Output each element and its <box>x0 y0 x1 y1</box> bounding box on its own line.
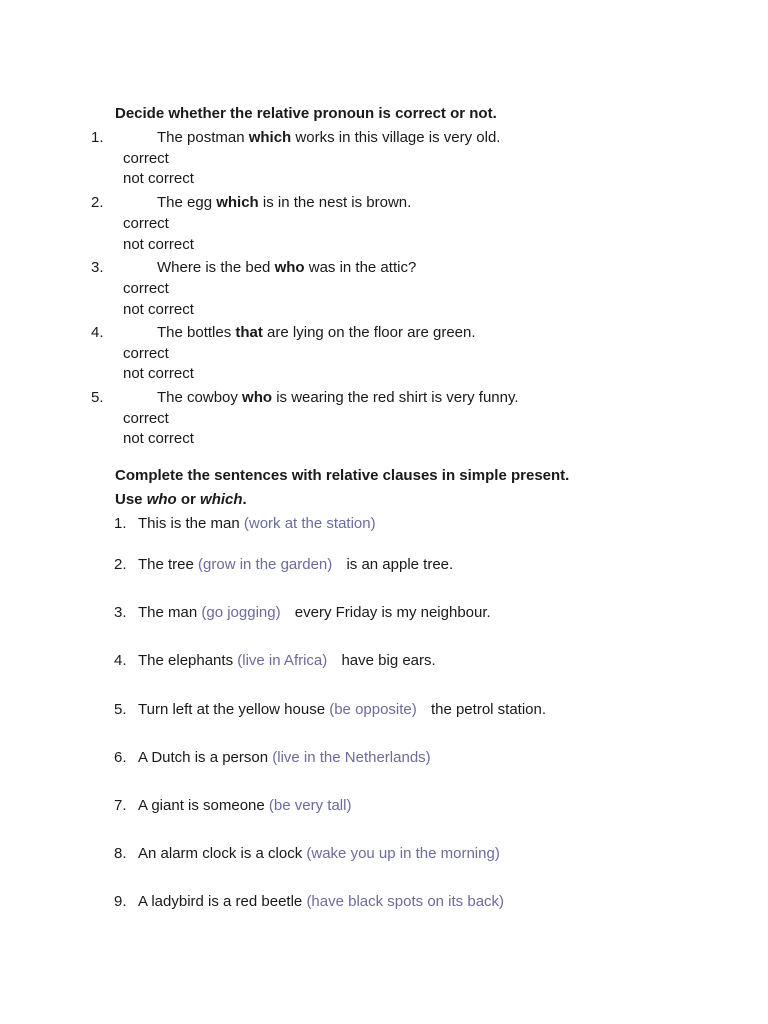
sentence-after: the petrol station. <box>426 701 547 718</box>
subheading-end: . <box>242 491 247 508</box>
question-text <box>157 129 500 147</box>
option-correct[interactable]: correct <box>123 215 169 232</box>
sentence-number: 8. <box>114 845 127 862</box>
sentence-hint: (be opposite) <box>329 701 417 718</box>
sentence-hint: (grow in the garden) <box>198 556 333 573</box>
sentence-line[interactable] <box>138 701 546 719</box>
subheading-use: Use <box>115 491 147 508</box>
sentence-before: A giant is someone <box>138 797 269 814</box>
question-before: Where is the bed <box>157 259 275 276</box>
option-not-correct[interactable]: not correct <box>123 365 194 382</box>
sentence-number: 2. <box>114 556 127 573</box>
sentence-hint: (wake you up in the morning) <box>306 845 500 862</box>
sentence-line[interactable] <box>138 604 491 622</box>
question-number: 2. <box>91 194 104 211</box>
sentence-after: have big ears. <box>337 652 436 669</box>
sentence-line[interactable] <box>138 845 500 863</box>
sentence-line[interactable] <box>138 556 453 574</box>
option-correct[interactable]: correct <box>123 280 169 297</box>
question-pronoun: that <box>235 324 263 341</box>
question-before: The bottles <box>157 324 236 341</box>
question-text <box>157 194 411 212</box>
question-after: works in this village is very old. <box>291 129 501 146</box>
sentence-hint: (be very tall) <box>268 797 352 814</box>
question-pronoun: who <box>242 389 273 406</box>
sentence-number: 3. <box>114 604 127 621</box>
question-after: are lying on the floor are green. <box>262 324 476 341</box>
sentence-before: A ladybird is a red beetle <box>138 893 307 910</box>
part2-subheading <box>115 491 247 509</box>
sentence-line[interactable] <box>138 749 431 767</box>
sentence-number: 7. <box>114 797 127 814</box>
sentence-before: A Dutch is a person <box>138 749 273 766</box>
sentence-line[interactable] <box>138 515 376 533</box>
question-pronoun: which <box>248 129 292 146</box>
part1-heading: Decide whether the relative pronoun is correct or not. <box>115 105 497 122</box>
question-before: The cowboy <box>157 389 243 406</box>
sentence-number: 1. <box>114 515 127 532</box>
sentence-number: 6. <box>114 749 127 766</box>
question-text <box>157 259 416 277</box>
sentence-hint: (work at the station) <box>243 515 376 532</box>
question-text <box>157 389 519 407</box>
question-number: 1. <box>91 129 104 146</box>
question-after: is wearing the red shirt is very funny. <box>272 389 519 406</box>
sentence-hint: (live in Africa) <box>237 652 328 669</box>
sentence-hint: (go jogging) <box>201 604 281 621</box>
question-after: was in the attic? <box>304 259 417 276</box>
sentence-line[interactable] <box>138 652 436 670</box>
subheading-who: who <box>146 491 177 508</box>
option-correct[interactable]: correct <box>123 410 169 427</box>
sentence-before: Turn left at the yellow house <box>138 701 330 718</box>
option-not-correct[interactable]: not correct <box>123 170 194 187</box>
sentence-number: 9. <box>114 893 127 910</box>
question-before: The postman <box>157 129 249 146</box>
sentence-number: 5. <box>114 701 127 718</box>
question-number: 4. <box>91 324 104 341</box>
subheading-or: or <box>176 491 201 508</box>
question-pronoun: who <box>274 259 305 276</box>
option-not-correct[interactable]: not correct <box>123 430 194 447</box>
option-not-correct[interactable]: not correct <box>123 301 194 318</box>
sentence-before: The tree <box>138 556 199 573</box>
question-text <box>157 324 476 342</box>
question-pronoun: which <box>216 194 259 211</box>
subheading-which: which <box>200 491 243 508</box>
sentence-after: is an apple tree. <box>342 556 454 573</box>
option-not-correct[interactable]: not correct <box>123 236 194 253</box>
question-after: is in the nest is brown. <box>258 194 412 211</box>
question-number: 5. <box>91 389 104 406</box>
question-before: The egg <box>157 194 217 211</box>
sentence-line[interactable] <box>138 797 351 815</box>
sentence-after: every Friday is my neighbour. <box>290 604 491 621</box>
sentence-hint: (live in the Netherlands) <box>272 749 431 766</box>
sentence-before: The elephants <box>138 652 238 669</box>
option-correct[interactable]: correct <box>123 150 169 167</box>
sentence-hint: (have black spots on its back) <box>306 893 505 910</box>
sentence-before: This is the man <box>138 515 244 532</box>
sentence-before: The man <box>138 604 202 621</box>
part2-heading: Complete the sentences with relative clauses in simple present. <box>115 467 570 484</box>
option-correct[interactable]: correct <box>123 345 169 362</box>
sentence-line[interactable] <box>138 893 504 911</box>
sentence-before: An alarm clock is a clock <box>138 845 307 862</box>
sentence-number: 4. <box>114 652 127 669</box>
question-number: 3. <box>91 259 104 276</box>
